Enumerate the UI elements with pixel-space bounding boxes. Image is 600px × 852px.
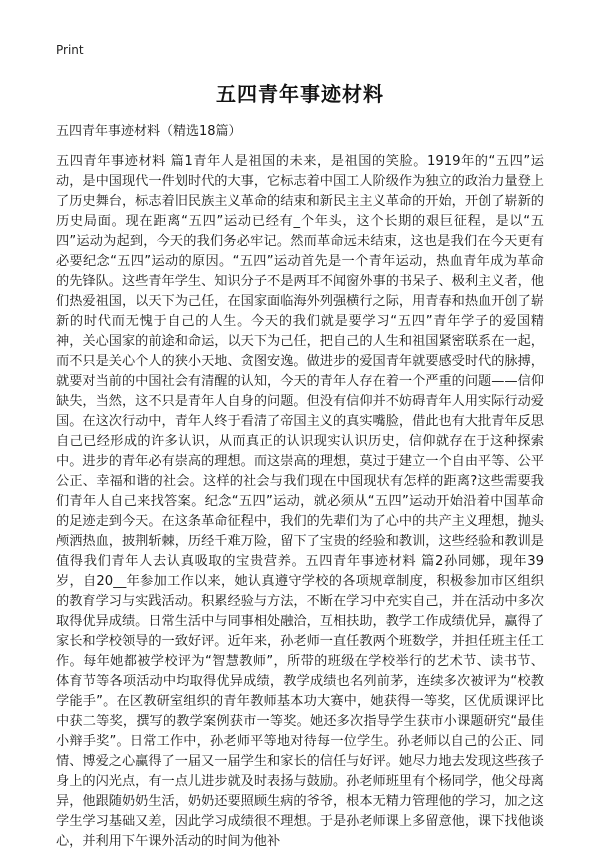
document-subtitle: 五四青年事迹材料（精选18篇） bbox=[56, 124, 242, 139]
print-link[interactable]: Print bbox=[56, 43, 84, 57]
page-title: 五四青年事迹材料 bbox=[216, 82, 384, 106]
document-body-text: 五四青年事迹材料 篇1青年人是祖国的未来，是祖国的笑脸。1919年的“五四”运动，是中国现代一件划时代的大事，它标志着中国工人阶级作为独立的政治力量登上了历史舞台，标志着旧民族主义革命的结束和新民主主义革命的开始，开创了崭新的历史局面。现在距离“五四”运动已经有_个年头，这个长期的艰巨征程，是以“五四”运动为起到，今天的我们务必牢记。然而革命远未结束，这也是我们在今天更有必要纪念“五四”运动的原因。“五四”运动首先是一个青年运动，热血青年成为革命的先锋队。这些青年学生、知识分子不是两耳不闻窗外事的书呆子、极利主义者，他们热爱祖国，以天下为己任，在国家面临海外列强横行之际，用青春和热血开创了崭新的时代而无愧于自己的人生。今天的我们就是要学习“五四”青年学子的爱国精神，关心国家的前途和命运，以天下为己任，把自己的人生和祖国紧密联系在一起，而不只是关心个人的狭小天地、贪图安逸。做进步的爱国青年就要感受时代的脉搏，就要对当前的中国社会有清醒的认知，今天的青年人存在着一个严重的问题——信仰缺失，当然，这不只是青年人自身的问题。但没有信仰并不妨碍青年人用实际行动爱国。在这次行动中，青年人终于看清了帝国主义的真实嘴脸，借此也有大批青年反思自己已经形成的许多认识，从而真正的认识现实认识历史，信仰就存在于这种探索中。进步的青年必有崇高的理想。而这崇高的理想，莫过于建立一个自由平等、公平公正、幸福和谐的社会。这样的社会与我们现在中国现状有怎样的距离?这些需要我们青年人自己来找答案。纪念“五四”运动，就必须从“五四”运动开始沿着中国革命的足迹走到今天。在这条革命征程中，我们的先辈们为了心中的共产主义理想，抛头颅洒热血，披荆斩棘，历经千难万险，留下了宝贵的经验和教训，这些经验和教训是值得我们青年人去认真吸取的宝贵营养。五四青年事迹材料 篇2孙同娜，现年39岁，自20__年参加工作以来，她认真遵守学校的各项规章制度，积极参加市区组织的教育学习与实践活动。积累经验与方法，不断在学习中充实自己，并在活动中多次取得优异成绩。日常生活中与同事相处融洽，互相扶助，教学工作成绩优异，赢得了家长和学校领导的一致好评。近年来，孙老师一直任教两个班数学，并担任班主任工作。每年她都被学校评为“智慧教师”，所带的班级在学校举行的艺术节、读书节、体育节等各项活动中均取得优异成绩，教学成绩也名列前茅，连续多次被评为“校教学能手”。在区教研室组织的青年教师基本功大赛中，她获得一等奖，区优质课评比中获二等奖，撰写的教学案例获市一等奖。她还多次指导学生获市小课题研究“最佳小辩手奖”。日常工作中，孙老师平等地对待每一位学生。孙老师以自己的公正、同情、博爱之心赢得了一届又一届学生和家长的信任与好评。她尽力地去发现这些孩子身上的闪光点，有一点儿进步就及时表扬与鼓励。孙老师班里有个杨同学，他父母离异，他跟随奶奶生活，奶奶还要照顾生病的爷爷，根本无精力管理他的学习，加之这学生学习基础又差，因此学习成绩很不理想。于是孙老师课上多留意他，课下找他谈心，并利用下午课外活动的时间为他补 bbox=[56, 154, 544, 849]
